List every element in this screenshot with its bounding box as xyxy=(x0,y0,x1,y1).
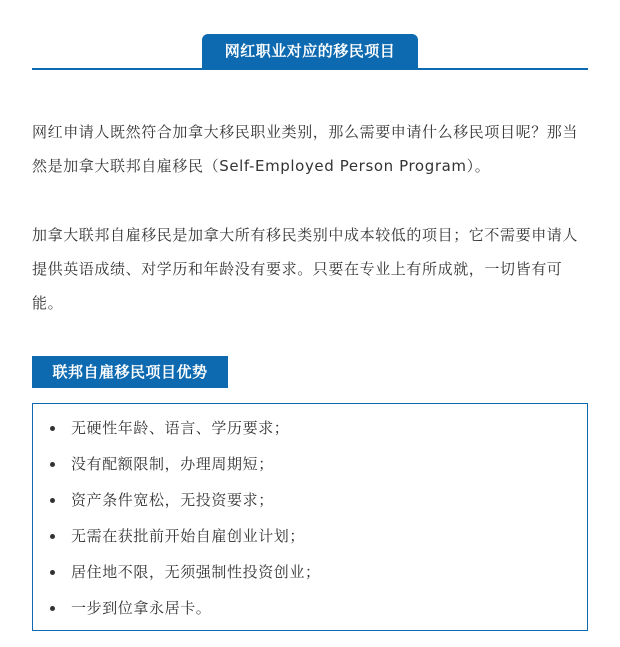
list-item xyxy=(33,554,587,590)
benefits-box xyxy=(32,403,588,631)
section-header xyxy=(32,34,588,70)
benefits-title: 联邦自雇移民项目优势 xyxy=(32,356,228,388)
list-item xyxy=(33,410,587,446)
bullet-icon xyxy=(50,606,55,611)
intro-paragraph: 网红申请人既然符合加拿大移民职业类别，那么需要申请什么移民项目呢？那当然是加拿大联邦自雇移民（Self-Employed Person Program）。 xyxy=(32,123,579,175)
bullet-icon xyxy=(50,534,55,539)
bullet-icon xyxy=(50,498,55,503)
section-divider xyxy=(32,68,588,70)
list-item-text: 无需在获批前开始自雇创业计划； xyxy=(71,527,306,545)
bullet-icon xyxy=(50,426,55,431)
list-item-text: 无硬性年龄、语言、学历要求； xyxy=(71,419,290,437)
benefits-list xyxy=(33,410,587,626)
list-item xyxy=(33,482,587,518)
section-title: 网红职业对应的移民项目 xyxy=(202,34,418,68)
list-item xyxy=(33,590,587,626)
list-item xyxy=(33,518,587,554)
list-item-text: 资产条件宽松，无投资要求； xyxy=(71,491,274,509)
list-item-text: 居住地不限，无须强制性投资创业； xyxy=(71,563,321,581)
list-item-text: 没有配额限制，办理周期短； xyxy=(71,455,274,473)
description-paragraph: 加拿大联邦自雇移民是加拿大所有移民类别中成本较低的项目；它不需要申请人提供英语成绩、对学历和年龄没有要求。只要在专业上有所成就，一切皆有可能。 xyxy=(32,226,579,312)
list-item-text: 一步到位拿永居卡。 xyxy=(71,599,212,617)
bullet-icon xyxy=(50,462,55,467)
list-item xyxy=(33,446,587,482)
bullet-icon xyxy=(50,570,55,575)
